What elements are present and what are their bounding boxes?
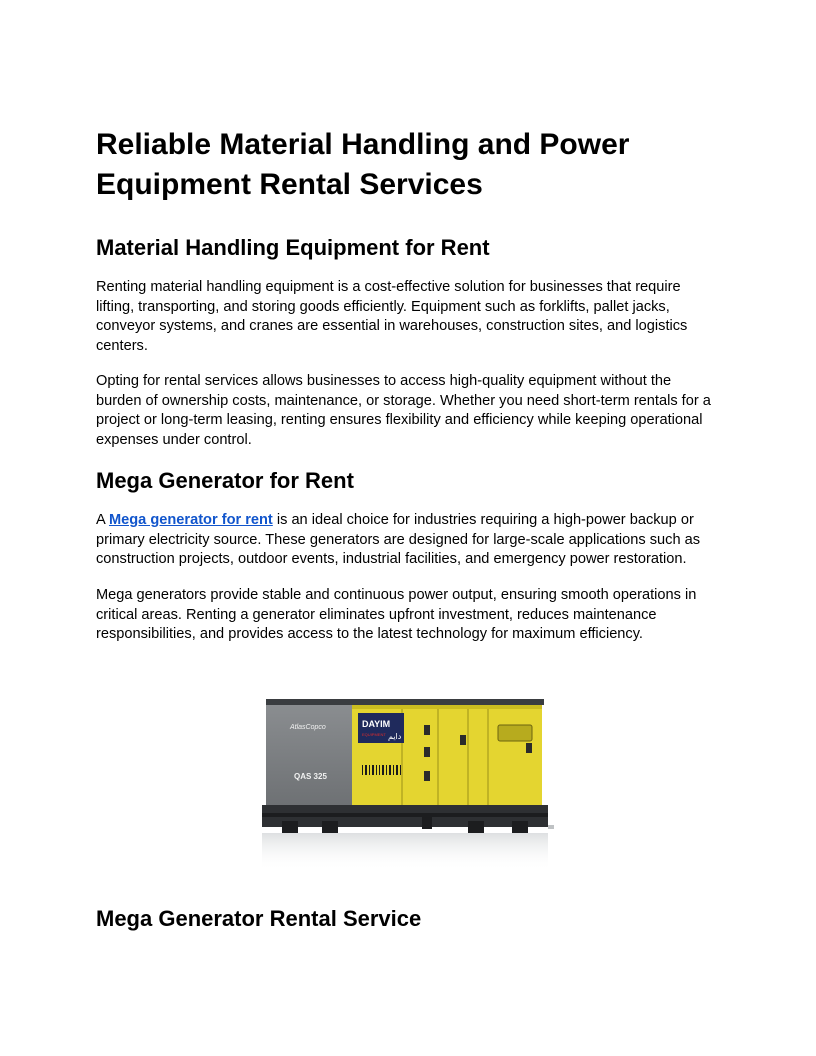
paragraph: Mega generators provide stable and continuous power output, ensuring smooth operations in critical areas. Renting a generator eliminates upfront investment, reduces maintenance responsibilities, and provides access to the latest technology for maximum efficiency. <box>96 587 697 643</box>
page-title: Reliable Material Handling and Power Equipment Rental Services <box>96 128 630 201</box>
logo-arabic-text: دايم <box>388 732 402 741</box>
generator-image <box>262 695 554 873</box>
paragraph: Opting for rental services allows businesses to access high-quality equipment without the burden of ownership costs, maintenance, or storage. Whether you need short-term rentals for a project or long-term leasing, renting ensures flexibility and efficiency while keeping operational expenses under control. <box>96 373 711 448</box>
brand-text: AtlasCopco <box>290 724 326 731</box>
text: A <box>96 512 109 528</box>
mega-generator-link[interactable]: Mega generator for rent <box>108 512 273 528</box>
generator-illustration <box>262 695 554 873</box>
paragraph <box>96 511 720 570</box>
section-heading-rental-service: Mega Generator Rental Service <box>96 906 422 931</box>
section-heading-material-handling: Material Handling Equipment for Rent <box>96 235 490 260</box>
logo-sub-text: EQUIPMENT <box>362 732 386 737</box>
section-heading-mega-generator: Mega Generator for Rent <box>96 468 354 493</box>
model-text: QAS 325 <box>294 772 327 781</box>
paragraph: Renting material handling equipment is a cost-effective solution for businesses that require lifting, transporting, and storing goods efficiently. Equipment such as forklifts, pallet jacks, conveyor systems, and cranes are essential in warehouses, construction sites, and logistics centers. <box>96 279 688 354</box>
logo-text: DAYIM <box>362 719 391 729</box>
text: is an ideal choice for industries requiring a high-power backup or primary electricity source. These generators are designed for large-scale applications such as construction projects, outdoor events, industrial facilities, and emergency power restoration. <box>96 512 701 568</box>
